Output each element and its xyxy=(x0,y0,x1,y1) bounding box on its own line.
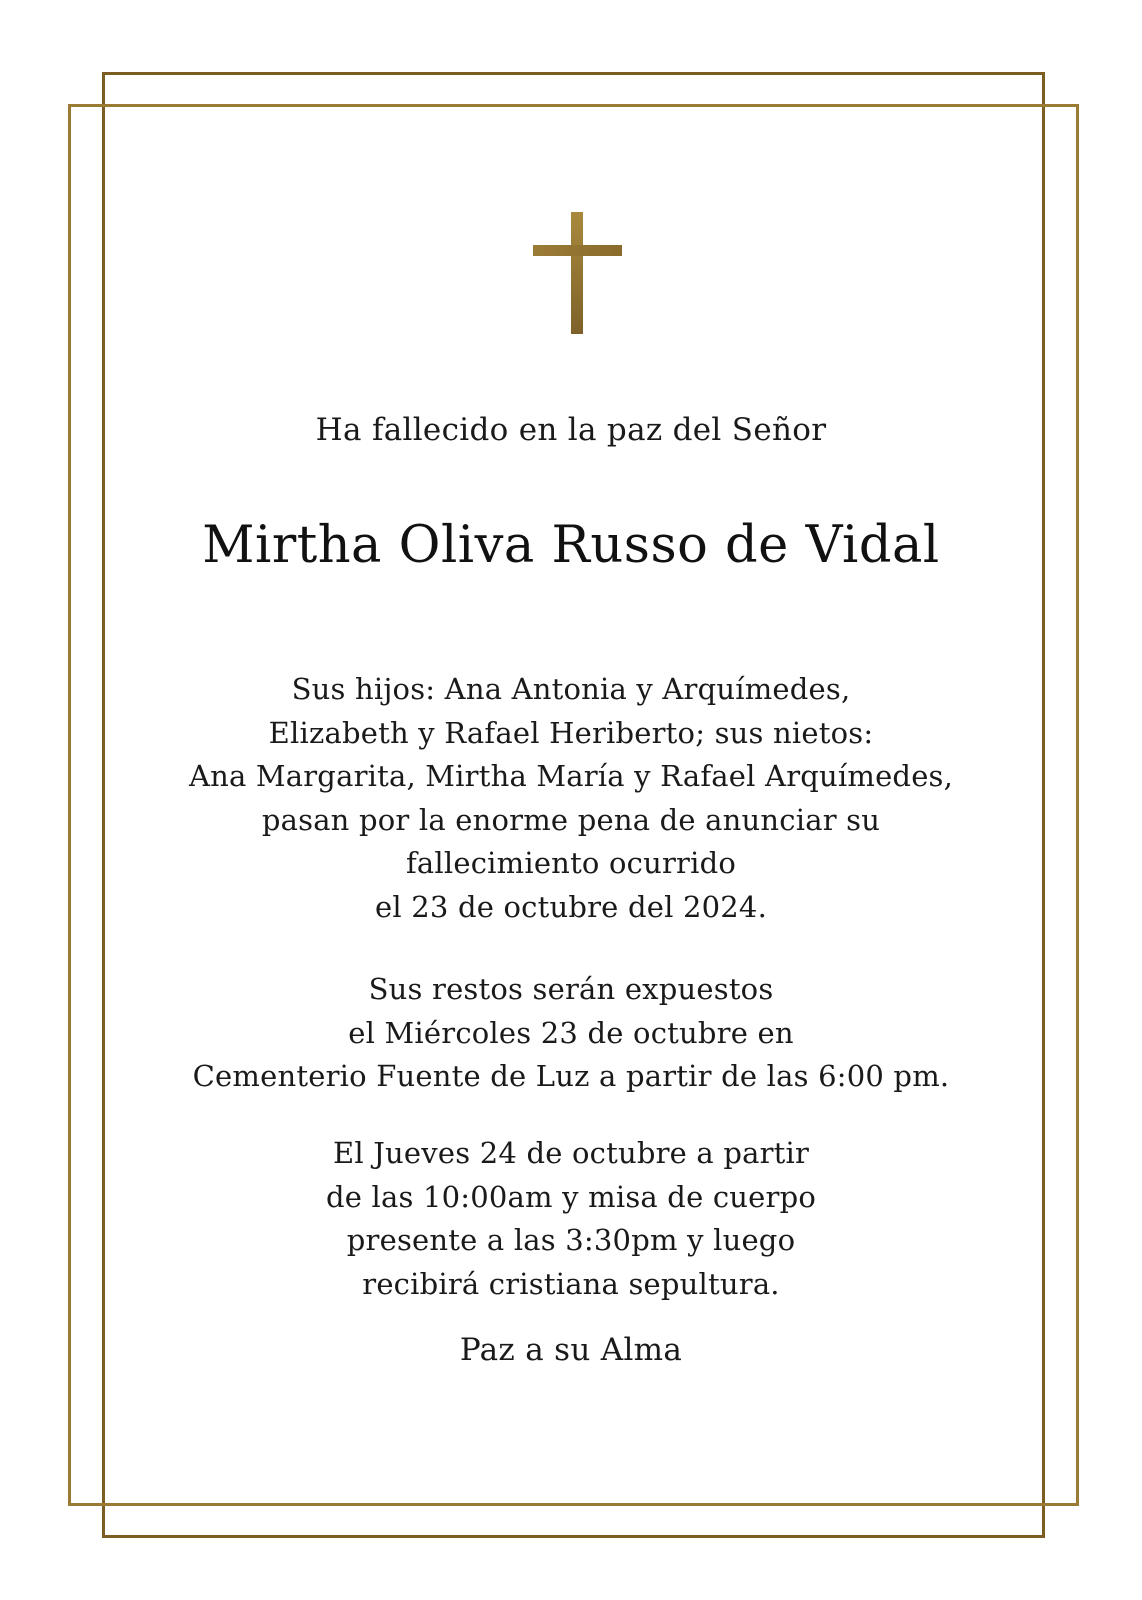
family-line-1: Sus hijos: Ana Antonia y Arquímedes, xyxy=(291,672,851,706)
family-line-2: Elizabeth y Rafael Heriberto; sus nietos: xyxy=(268,715,874,750)
service-line-4: recibirá cristiana sepultura. xyxy=(362,1266,780,1301)
cross-vertical-bar xyxy=(571,212,583,334)
deceased-name: Mirtha Oliva Russo de Vidal xyxy=(202,516,940,575)
service-line-2: de las 10:00am y misa de cuerpo xyxy=(325,1179,817,1214)
cross-icon xyxy=(0,212,1142,334)
viewing-line-2: el Miércoles 23 de octubre en xyxy=(348,1015,794,1050)
viewing-line-1: Sus restos serán expuestos xyxy=(368,972,774,1006)
family-line-5: fallecimiento ocurrido xyxy=(406,846,736,880)
family-line-4: pasan por la enorme pena de anunciar su xyxy=(261,802,881,837)
service-line-3: presente a las 3:30pm y luego xyxy=(346,1223,796,1257)
service-paragraph xyxy=(0,1132,1142,1306)
family-paragraph xyxy=(0,668,1142,929)
closing-text: Paz a su Alma xyxy=(459,1332,683,1368)
family-line-6: el 23 de octubre del 2024. xyxy=(375,889,767,924)
family-line-3: Ana Margarita, Mirtha María y Rafael Arquímedes, xyxy=(188,759,954,793)
service-line-1: El Jueves 24 de octubre a partir xyxy=(332,1136,810,1170)
intro-text: Ha fallecido en la paz del Señor xyxy=(315,412,827,448)
cross-horizontal-bar xyxy=(533,245,622,256)
viewing-line-3: Cementerio Fuente de Luz a partir de las 6:00 pm. xyxy=(192,1059,950,1093)
viewing-paragraph xyxy=(0,968,1142,1099)
